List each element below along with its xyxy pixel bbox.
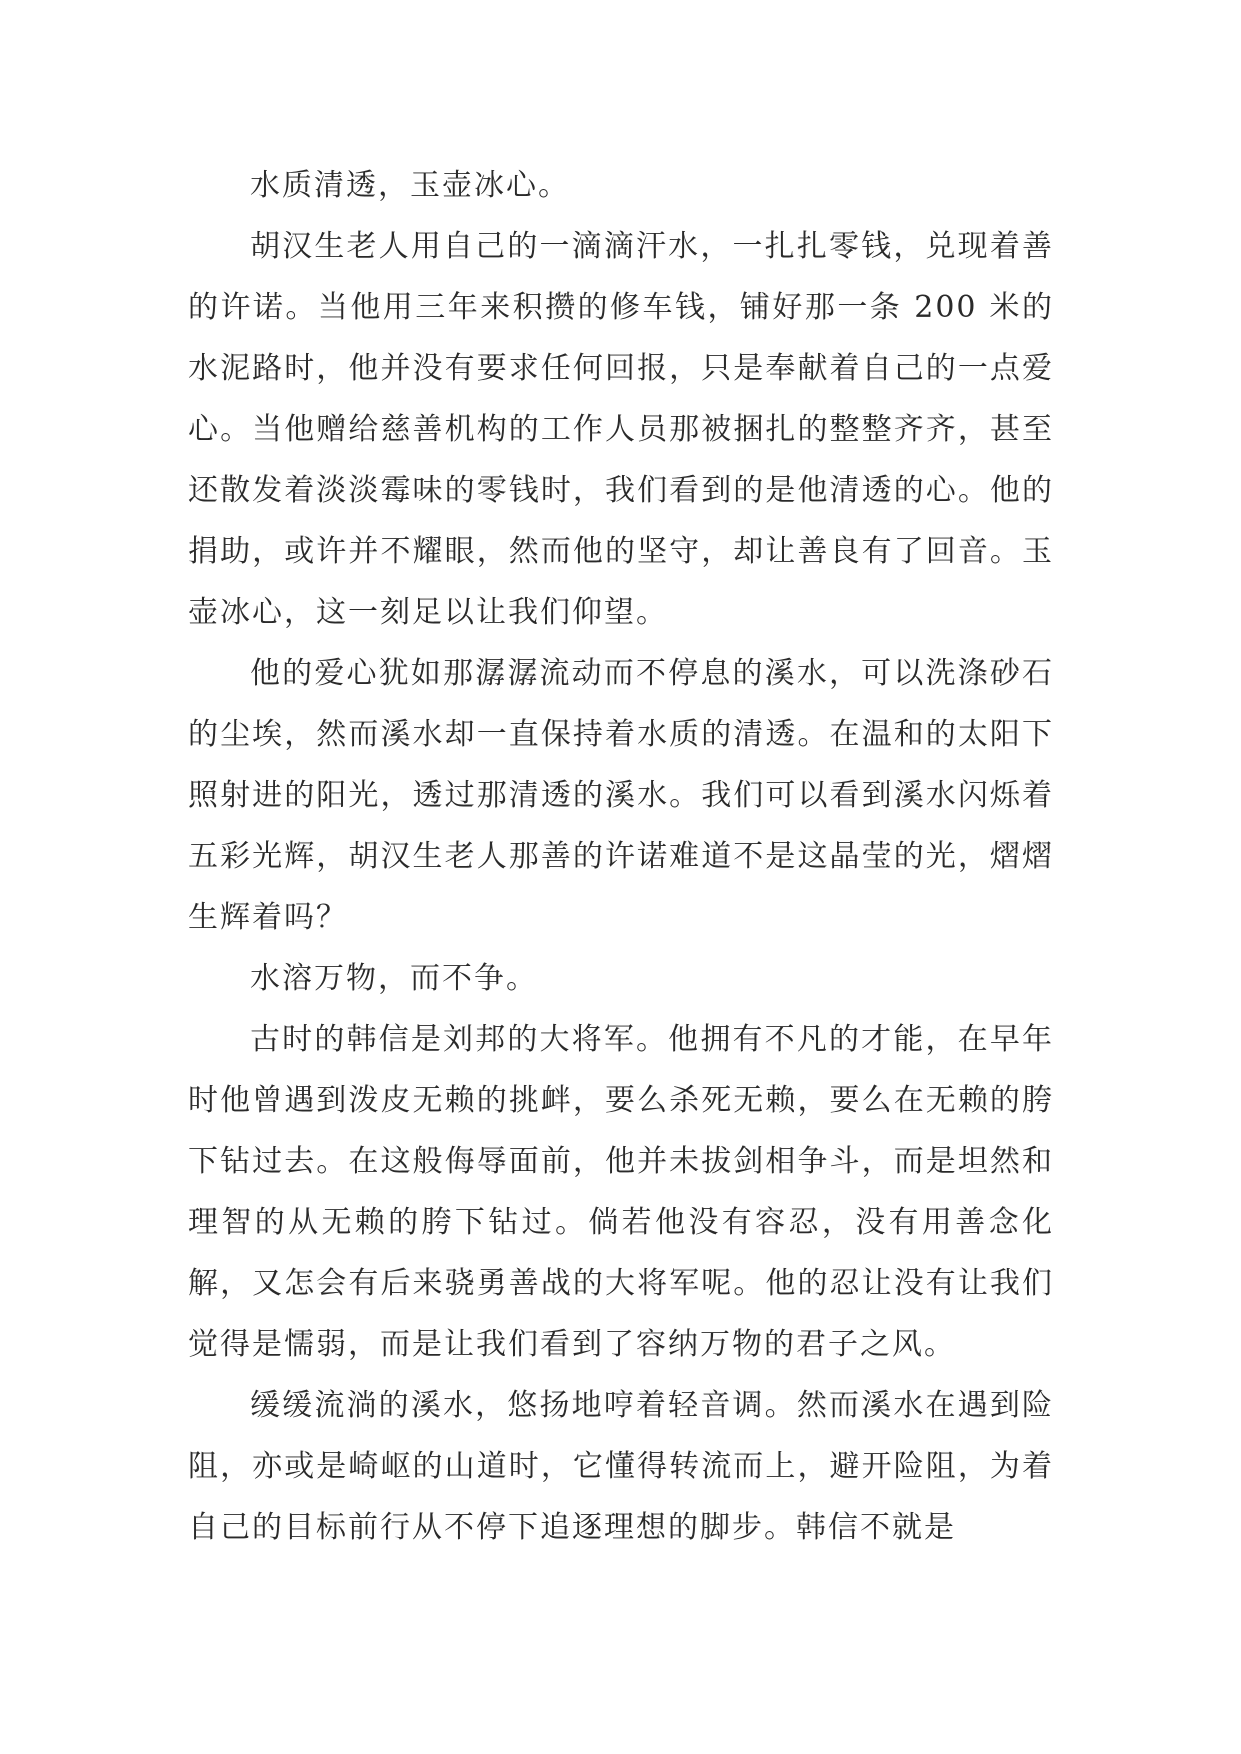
paragraph-heading-water-tolerance: 水溶万物，而不争。 [250, 961, 538, 996]
paragraph-stream-analogy: 他的爱心犹如那潺潺流动而不停息的溪水，可以洗涤砂石的尘埃，然而溪水却一直保持着水质的清透。在温和的太阳下照射进的阳光，透过那清透的溪水。我们可以看到溪水闪烁着五彩光辉，胡汉生老人那善的许诺难道不是这晶莹的光，熠熠生辉着吗？ [188, 656, 1054, 935]
paragraph-hu-hansheng: 胡汉生老人用自己的一滴滴汗水，一扎扎零钱，兑现着善的许诺。当他用三年来积攒的修车钱，铺好那一条 200 米的水泥路时，他并没有要求任何回报，只是奉献着自己的一点爱心。当他赠给慈善机构的工作人员那被捆扎的整整齐齐，甚至还散发着淡淡霉味的零钱时，我们看到的是他清透的心。他的捐助，或许并不耀眼，然而他的坚守，却让善良有了回音。玉壶冰心，这一刻足以让我们仰望。 [188, 229, 1054, 630]
document-body [188, 155, 1054, 1558]
paragraph-flowing-stream: 缓缓流淌的溪水，悠扬地哼着轻音调。然而溪水在遇到险阻，亦或是崎岖的山道时，它懂得转流而上，避开险阻，为着自己的目标前行从不停下追逐理想的脚步。韩信不就是 [188, 1388, 1054, 1545]
paragraph-heading-clear-water: 水质清透，玉壶冰心。 [250, 168, 570, 203]
paragraph-han-xin: 古时的韩信是刘邦的大将军。他拥有不凡的才能，在早年时他曾遇到泼皮无赖的挑衅，要么杀死无赖，要么在无赖的胯下钻过去。在这般侮辱面前，他并未拔剑相争斗，而是坦然和理智的从无赖的胯下钻过。倘若他没有容忍，没有用善念化解，又怎会有后来骁勇善战的大将军呢。他的忍让没有让我们觉得是懦弱，而是让我们看到了容纳万物的君子之风。 [188, 1022, 1054, 1362]
